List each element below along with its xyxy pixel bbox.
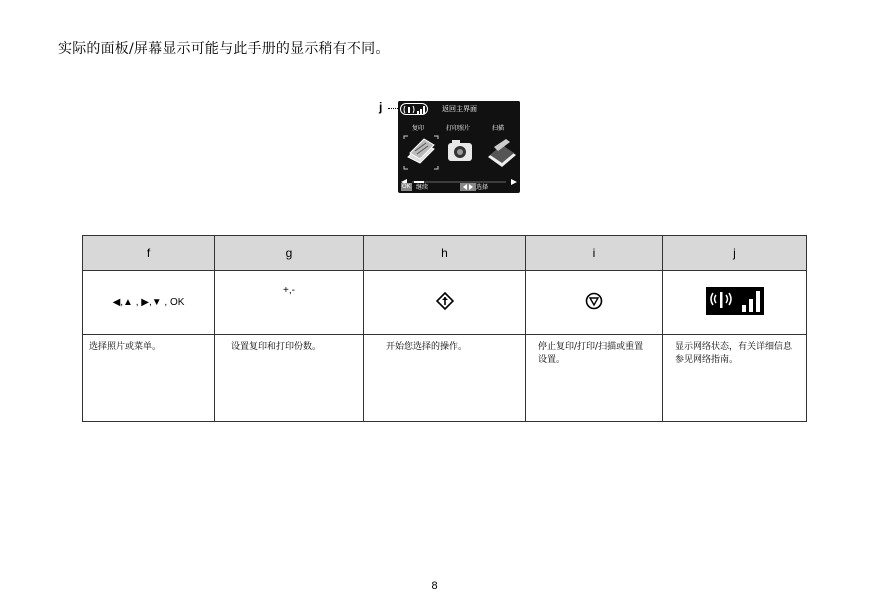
- description-h: 开始您选择的操作。: [364, 335, 526, 422]
- menu-item-copy: 复印: [412, 125, 425, 132]
- header-i: i: [526, 236, 663, 271]
- stop-icon: [585, 292, 603, 310]
- ok-key-label: 继续: [416, 184, 429, 191]
- description-g: 设置复印和打印份数。: [215, 335, 364, 422]
- network-status-icon: [400, 103, 428, 115]
- network-status-icon: [706, 287, 764, 315]
- select-key-label: 选择: [476, 184, 489, 191]
- header-j: j: [663, 236, 807, 271]
- lcd-footer: [398, 181, 520, 193]
- symbol-stop: [526, 271, 663, 335]
- description-f: 选择照片或菜单。: [83, 335, 215, 422]
- table-symbol-row: [83, 271, 807, 335]
- lcd-menu-row: [398, 123, 520, 133]
- ok-key-hint: OK: [402, 183, 411, 190]
- plus-minus-text: +,-: [283, 285, 295, 296]
- arrow-ok-keys-text: ◀,▲ , ▶,▼ , OK: [112, 297, 185, 308]
- page-number: 8: [431, 580, 438, 592]
- lcd-screen: [398, 101, 520, 193]
- symbol-network-status: [663, 271, 807, 335]
- copy-icon: [408, 139, 434, 163]
- header-g: g: [215, 236, 364, 271]
- description-i: 停止复印/打印/扫描或重置设置。: [526, 335, 663, 422]
- symbol-arrow-ok-keys: [83, 271, 215, 335]
- lcd-scroll-bar: [398, 171, 520, 179]
- lcd-status-bar: [398, 101, 520, 117]
- header-f: f: [83, 236, 215, 271]
- symbol-plus-minus: [215, 271, 364, 335]
- callout-letter: j: [379, 100, 383, 114]
- camera-icon: [448, 140, 472, 161]
- left-right-key-icon: [460, 183, 476, 191]
- start-icon: [436, 292, 454, 310]
- lcd-icon-row: [398, 135, 520, 171]
- table-header-row: [83, 236, 807, 271]
- header-h: h: [364, 236, 526, 271]
- scanner-icon: [488, 139, 516, 167]
- symbol-start: [364, 271, 526, 335]
- menu-item-scan: 扫描: [492, 125, 505, 132]
- lcd-title: 返回主界面: [442, 105, 477, 113]
- intro-text: 实际的面板/屏幕显示可能与此手册的显示稍有不同。: [58, 41, 390, 57]
- description-j: 显示网络状态，有关详细信息参见网络指南。: [663, 335, 807, 422]
- callout-leader-line: [388, 108, 398, 109]
- table-description-row: [83, 335, 807, 422]
- menu-item-print-photos: 打印照片: [446, 125, 471, 132]
- control-key-table: [82, 235, 807, 422]
